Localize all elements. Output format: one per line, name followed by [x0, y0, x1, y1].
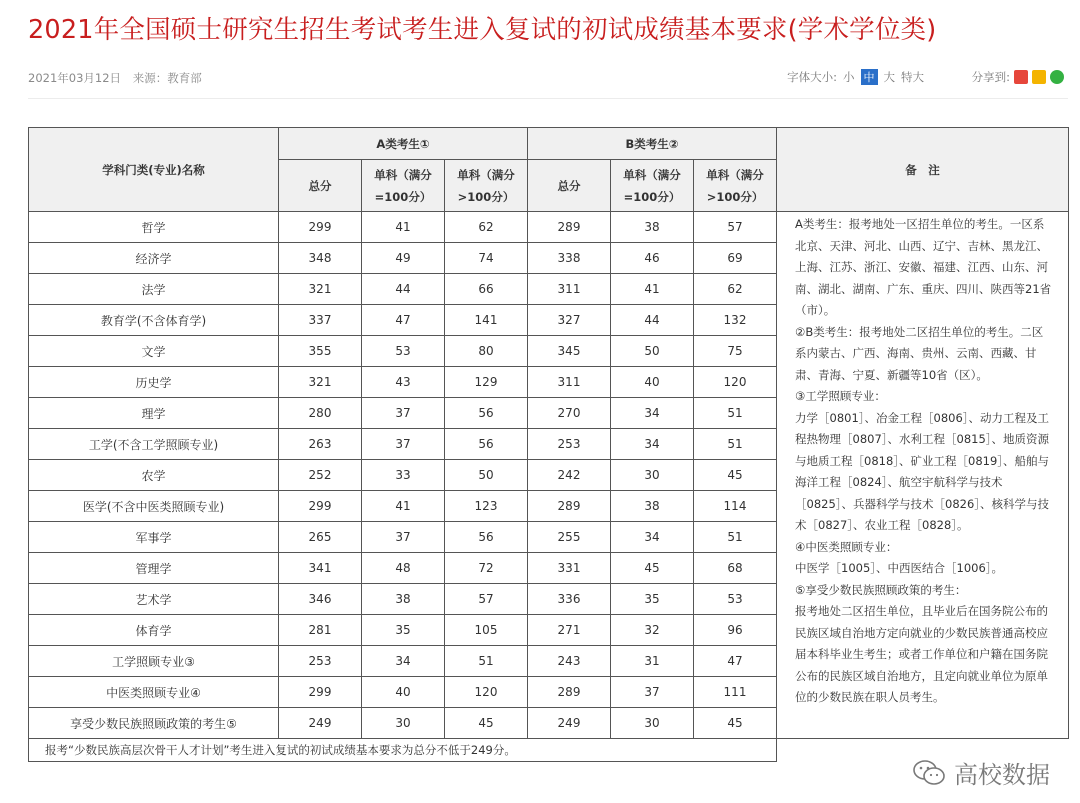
b-total: 311: [528, 274, 611, 305]
a-single-gt100: 141: [445, 305, 528, 336]
b-single-100: 30: [611, 460, 694, 491]
wechat-icon: [912, 759, 946, 787]
b-total: 338: [528, 243, 611, 274]
header-a-single-100: [362, 160, 445, 212]
b-total: 270: [528, 398, 611, 429]
font-size-small-option[interactable]: 小: [843, 70, 855, 84]
weibo-icon[interactable]: [1014, 70, 1028, 84]
subject-name: 理学: [29, 398, 279, 429]
b-single-100: 45: [611, 553, 694, 584]
a-single-100: 41: [362, 212, 445, 243]
b-single-100: 40: [611, 367, 694, 398]
b-single-100: 50: [611, 336, 694, 367]
a-total: 321: [279, 274, 362, 305]
a-single-gt100: 56: [445, 398, 528, 429]
a-single-gt100: 80: [445, 336, 528, 367]
header-subject: 学科门类(专业)名称: [29, 128, 279, 212]
b-single-100: 34: [611, 398, 694, 429]
header-b-single-gt100: [694, 160, 777, 212]
a-single-gt100: 56: [445, 429, 528, 460]
b-single-gt100: 45: [694, 460, 777, 491]
b-total: 327: [528, 305, 611, 336]
a-total: 299: [279, 212, 362, 243]
a-single-gt100: 74: [445, 243, 528, 274]
b-single-gt100: 47: [694, 646, 777, 677]
header-group-a: A类考生①: [279, 128, 528, 160]
a-single-100: 40: [362, 677, 445, 708]
b-total: 253: [528, 429, 611, 460]
page-title: 2021年全国硕士研究生招生考试考生进入复试的初试成绩基本要求(学术学位类): [28, 15, 937, 45]
b-single-100: 37: [611, 677, 694, 708]
scores-table: [28, 127, 1069, 762]
article-meta: [28, 70, 210, 86]
a-single-100: 37: [362, 429, 445, 460]
a-total: 355: [279, 336, 362, 367]
a-single-100: 34: [362, 646, 445, 677]
b-single-100: 30: [611, 708, 694, 739]
subject-name: 法学: [29, 274, 279, 305]
b-total: 311: [528, 367, 611, 398]
b-single-100: 34: [611, 429, 694, 460]
subject-name: 体育学: [29, 615, 279, 646]
subject-name: 工学照顾专业③: [29, 646, 279, 677]
a-single-gt100: 105: [445, 615, 528, 646]
a-total: 252: [279, 460, 362, 491]
font-size-large-option[interactable]: 大: [883, 70, 895, 84]
a-single-100: 53: [362, 336, 445, 367]
a-single-100: 35: [362, 615, 445, 646]
publish-date: 2021年03月12日: [28, 71, 122, 85]
a-single-100: 33: [362, 460, 445, 491]
b-single-gt100: 120: [694, 367, 777, 398]
b-total: 336: [528, 584, 611, 615]
a-total: 265: [279, 522, 362, 553]
b-total: 271: [528, 615, 611, 646]
note-engineering-list: 力学［0801］、冶金工程［0806］、动力工程及工程热物理［0807］、水利工程［0815］、地质资源与地质工程［0818］、矿业工程［0819］、船舶与海洋工程［0824］、航空宇航科学与技术［0825］、兵器科学与技术［0826］、核科学与技术［0827］、农业工程［0828］。: [795, 410, 1050, 532]
header-a-single-100-line2: =100分）: [374, 189, 432, 204]
b-total: 331: [528, 553, 611, 584]
a-total: 346: [279, 584, 362, 615]
font-size-medium-option[interactable]: 中: [861, 69, 878, 85]
a-single-gt100: 57: [445, 584, 528, 615]
a-single-gt100: 120: [445, 677, 528, 708]
b-total: 289: [528, 212, 611, 243]
a-total: 249: [279, 708, 362, 739]
subject-name: 农学: [29, 460, 279, 491]
meta-divider: [28, 98, 1068, 99]
header-a-single-gt100: [445, 160, 528, 212]
a-total: 253: [279, 646, 362, 677]
b-total: 345: [528, 336, 611, 367]
share-label: 分享到:: [971, 70, 1010, 84]
b-total: 242: [528, 460, 611, 491]
b-single-gt100: 132: [694, 305, 777, 336]
b-single-100: 34: [611, 522, 694, 553]
font-size-xlarge-option[interactable]: 特大: [901, 70, 924, 84]
a-total: 280: [279, 398, 362, 429]
a-single-100: 47: [362, 305, 445, 336]
subject-name: 享受少数民族照顾政策的考生⑤: [29, 708, 279, 739]
b-single-100: 38: [611, 491, 694, 522]
b-total: 255: [528, 522, 611, 553]
note-a-category: A类考生：报考地处一区招生单位的考生。一区系北京、天津、河北、山西、辽宁、吉林、黑龙江、上海、江苏、浙江、安徽、福建、江西、山东、河南、湖北、湖南、广东、重庆、四川、陕西等21省（市）。: [795, 217, 1052, 317]
note-minority-detail: 报考地处二区招生单位，且毕业后在国务院公布的民族区域自治地方定向就业的少数民族普通高校应届本科毕业生考生；或者工作单位和户籍在国务院公布的民族区域自治地方，且定向就业单位为原单位的少数民族在职人员考生。: [795, 604, 1049, 704]
header-a-total: 总分: [279, 160, 362, 212]
subject-name: 艺术学: [29, 584, 279, 615]
note-engineering-heading: ③工学照顾专业：: [795, 389, 886, 403]
b-single-gt100: 51: [694, 522, 777, 553]
subject-name: 管理学: [29, 553, 279, 584]
table-footnote: 报考“少数民族高层次骨干人才计划”考生进入复试的初试成绩基本要求为总分不低于249分。: [29, 739, 777, 762]
a-single-gt100: 51: [445, 646, 528, 677]
subject-name: 哲学: [29, 212, 279, 243]
subject-name: 文学: [29, 336, 279, 367]
note-tcm-list: 中医学［1005］、中西医结合［1006］。: [795, 561, 1004, 575]
b-single-gt100: 69: [694, 243, 777, 274]
a-single-gt100: 45: [445, 708, 528, 739]
header-b-single-100-line2: =100分）: [623, 189, 681, 204]
note-b-category: ②B类考生：报考地处二区招生单位的考生。二区系内蒙古、广西、海南、贵州、云南、西藏、甘肃、青海、宁夏、新疆等10省（区）。: [795, 324, 1044, 382]
a-single-gt100: 123: [445, 491, 528, 522]
header-b-single-100-line1: 单科（满分: [623, 167, 681, 182]
a-single-100: 37: [362, 522, 445, 553]
header-notes: 备 注: [777, 128, 1069, 212]
b-single-100: 41: [611, 274, 694, 305]
b-total: 289: [528, 677, 611, 708]
share-bar: [972, 69, 1064, 85]
font-size-switcher: [787, 69, 924, 85]
a-single-gt100: 129: [445, 367, 528, 398]
header-a-single-gt100-line1: 单科（满分: [457, 167, 515, 182]
a-single-gt100: 50: [445, 460, 528, 491]
b-single-gt100: 96: [694, 615, 777, 646]
b-single-gt100: 114: [694, 491, 777, 522]
font-size-label: 字体大小:: [787, 70, 837, 84]
a-single-gt100: 72: [445, 553, 528, 584]
b-single-100: 44: [611, 305, 694, 336]
watermark-text: 高校数据: [954, 761, 1050, 789]
header-group-b: B类考生②: [528, 128, 777, 160]
b-single-100: 31: [611, 646, 694, 677]
header-a-single-100-line1: 单科（满分: [374, 167, 432, 182]
b-single-gt100: 111: [694, 677, 777, 708]
header-b-single-100: [611, 160, 694, 212]
subject-name: 历史学: [29, 367, 279, 398]
qzone-icon[interactable]: [1032, 70, 1046, 84]
b-total: 249: [528, 708, 611, 739]
a-single-100: 38: [362, 584, 445, 615]
watermark: [912, 755, 1050, 790]
a-single-100: 49: [362, 243, 445, 274]
a-total: 281: [279, 615, 362, 646]
a-single-gt100: 56: [445, 522, 528, 553]
b-single-gt100: 68: [694, 553, 777, 584]
subject-name: 医学(不含中医类照顾专业): [29, 491, 279, 522]
a-total: 321: [279, 367, 362, 398]
subject-name: 中医类照顾专业④: [29, 677, 279, 708]
a-total: 263: [279, 429, 362, 460]
b-single-100: 38: [611, 212, 694, 243]
article-source: 来源：教育部: [132, 71, 202, 85]
subject-name: 军事学: [29, 522, 279, 553]
a-total: 341: [279, 553, 362, 584]
header-b-single-gt100-line1: 单科（满分: [706, 167, 764, 182]
header-a-single-gt100-line2: >100分）: [457, 189, 515, 204]
b-single-100: 35: [611, 584, 694, 615]
b-single-100: 46: [611, 243, 694, 274]
a-single-100: 48: [362, 553, 445, 584]
table-row: [29, 212, 1069, 243]
a-total: 348: [279, 243, 362, 274]
b-single-100: 32: [611, 615, 694, 646]
b-total: 243: [528, 646, 611, 677]
a-total: 299: [279, 491, 362, 522]
wechat-icon[interactable]: [1050, 70, 1064, 84]
a-single-100: 41: [362, 491, 445, 522]
a-total: 337: [279, 305, 362, 336]
a-single-100: 43: [362, 367, 445, 398]
a-total: 299: [279, 677, 362, 708]
a-single-100: 44: [362, 274, 445, 305]
a-single-100: 37: [362, 398, 445, 429]
b-single-gt100: 53: [694, 584, 777, 615]
a-single-100: 30: [362, 708, 445, 739]
b-single-gt100: 62: [694, 274, 777, 305]
a-single-gt100: 62: [445, 212, 528, 243]
b-total: 289: [528, 491, 611, 522]
b-single-gt100: 51: [694, 398, 777, 429]
note-minority-heading: ⑤享受少数民族照顾政策的考生：: [795, 582, 967, 597]
note-tcm-heading: ④中医类照顾专业：: [795, 539, 898, 554]
subject-name: 经济学: [29, 243, 279, 274]
b-single-gt100: 57: [694, 212, 777, 243]
b-single-gt100: 45: [694, 708, 777, 739]
header-b-single-gt100-line2: >100分）: [706, 189, 764, 204]
b-single-gt100: 51: [694, 429, 777, 460]
notes-cell: [777, 212, 1069, 739]
b-single-gt100: 75: [694, 336, 777, 367]
subject-name: 工学(不含工学照顾专业): [29, 429, 279, 460]
subject-name: 教育学(不含体育学): [29, 305, 279, 336]
a-single-gt100: 66: [445, 274, 528, 305]
header-b-total: 总分: [528, 160, 611, 212]
